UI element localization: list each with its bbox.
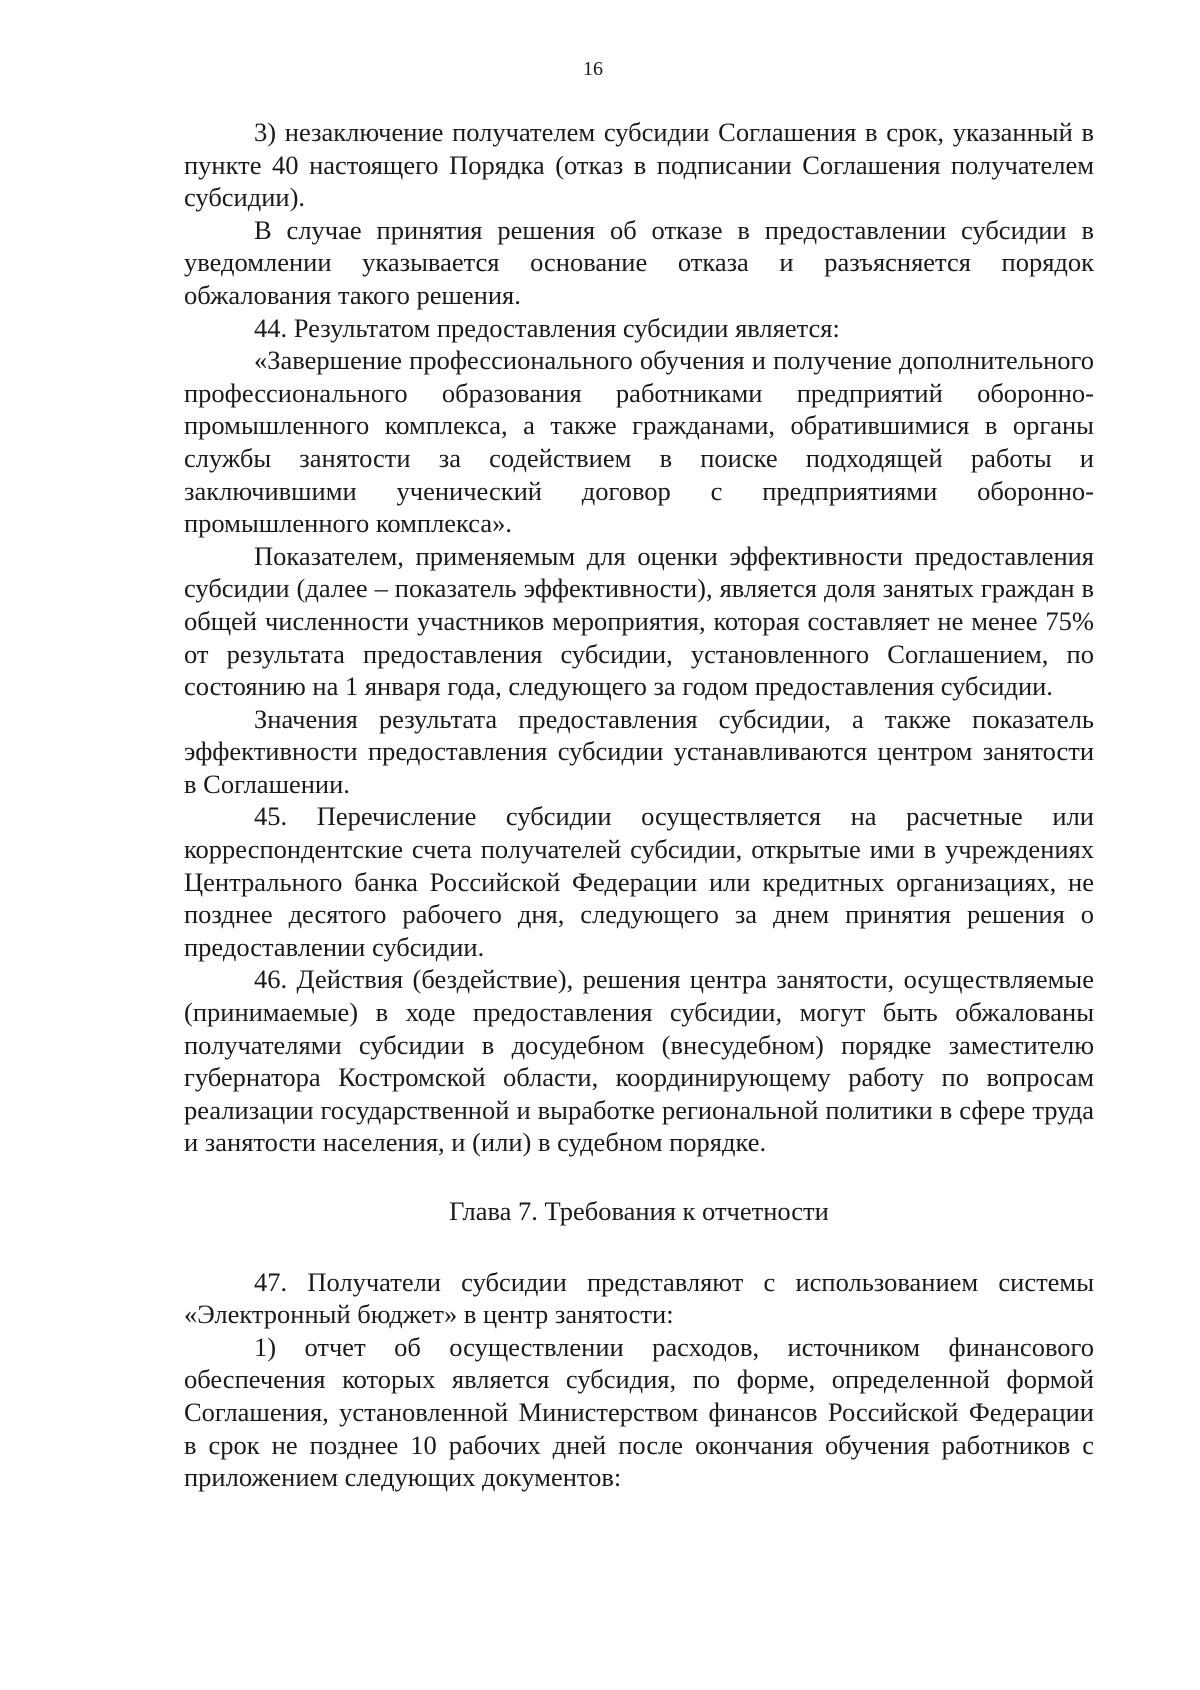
paragraph: В случае принятия решения об отказе в предоставлении субсидии в уведомлении указывается основание отказа и разъясняется порядок обжалования такого решения.: [184, 214, 1094, 310]
paragraph: 47. Получатели субсидии представляют с использованием системы «Электронный бюджет» в центр занятости:: [184, 1266, 1094, 1330]
page-number: 16: [583, 58, 603, 80]
paragraph: 3) незаключение получателем субсидии Соглашения в срок, указанный в пункте 40 настоящего Порядка (отказ в подписании Соглашения получателем субсидии).: [184, 117, 1094, 213]
chapter-heading: Глава 7. Требования к отчетности: [449, 1196, 829, 1226]
paragraph: 1) отчет об осуществлении расходов, источником финансового обеспечения которых является субсидия, по форме, определенной формой Соглашения, установленной Министерством финансов Российской Федерации в срок не позднее 10 рабочих дней после окончания обучения работников с приложением следующих документов:: [184, 1331, 1094, 1493]
document-body: [184, 116, 1094, 1494]
paragraph: Показателем, применяемым для оценки эффективности предоставления субсидии (далее – показатель эффективности), является доля занятых граждан в общей численности участников мероприятия, которая составляет не менее 75% от результата предоставления субсидии, установленного Соглашением, по состоянию на 1 января года, следующего за годом предоставления субсидии.: [184, 540, 1094, 702]
paragraph: 45. Перечисление субсидии осуществляется на расчетные или корреспондентские счета получателей субсидии, открытые ими в учреждениях Центрального банка Российской Федерации или кредитных организациях, не позднее десятого рабочего дня, следующего за днем принятия решения о предоставлении субсидии.: [184, 801, 1094, 962]
paragraph: «Завершение профессионального обучения и получение дополнительного профессионального образования работниками предприятий оборонно-промышленного комплекса, а также гражданами, обратившимися в органы службы занятости за содействием в поиске подходящей работы и заключившими ученический договор с предприятиями оборонно-промышленного комплекса».: [184, 345, 1094, 539]
paragraph: 44. Результатом предоставления субсидии является:: [254, 312, 840, 343]
paragraph: 46. Действия (бездействие), решения центра занятости, осуществляемые (принимаемые) в ходе предоставления субсидии, могут быть обжалованы получателями субсидии в досудебном (внесудебном) порядке заместителю губернатора Костромской области, координирующему работу по вопросам реализации государственной и выработке региональной политики в сфере труда и занятости населения, и (или) в судебном порядке.: [184, 964, 1094, 1158]
paragraph: Значения результата предоставления субсидии, а также показатель эффективности предоставления субсидии устанавливаются центром занятости в Соглашении.: [184, 703, 1094, 799]
